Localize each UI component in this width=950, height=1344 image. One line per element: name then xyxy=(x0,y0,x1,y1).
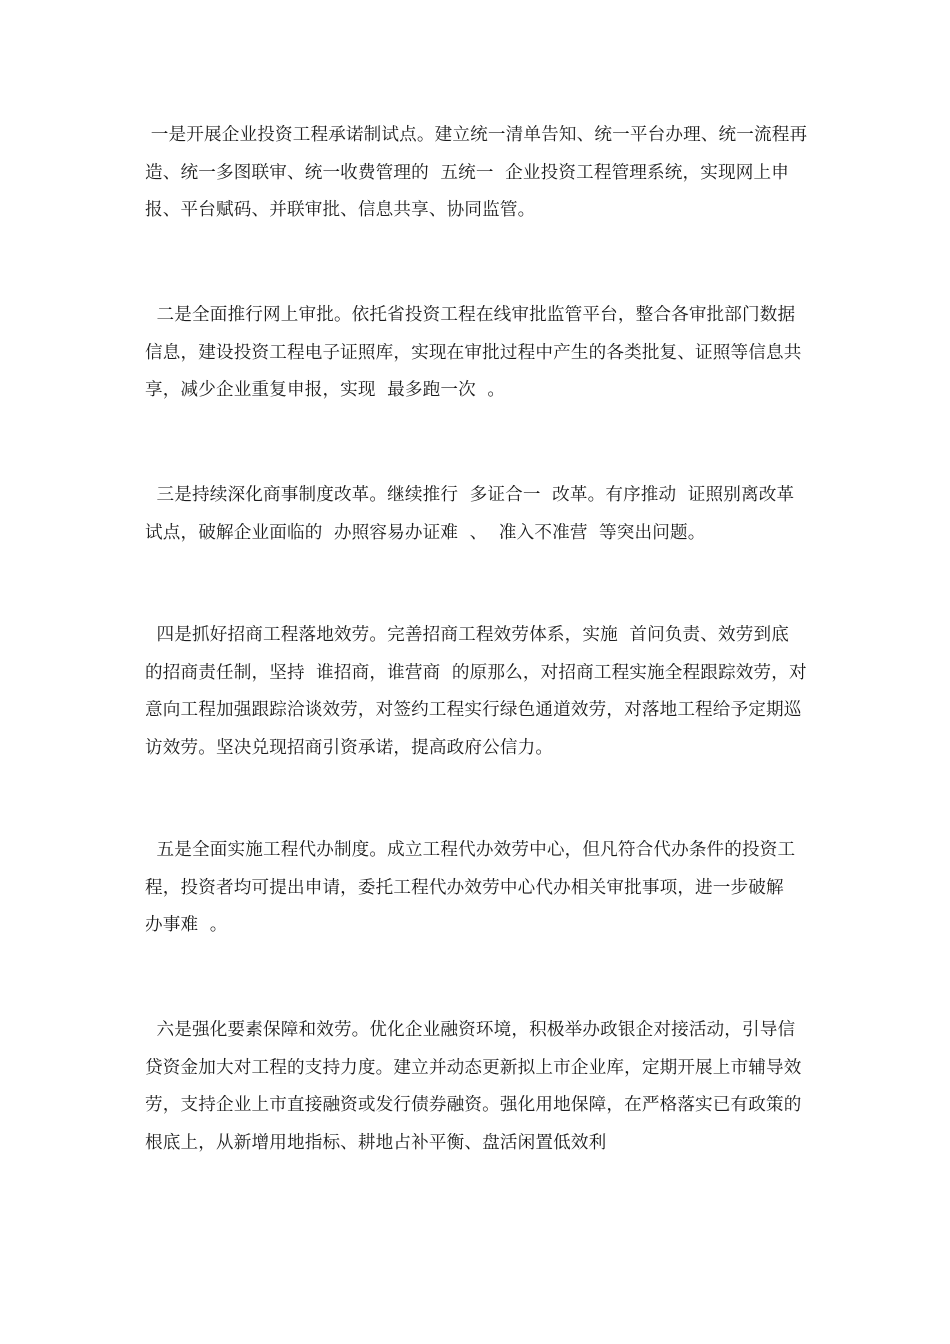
paragraph-3: 三是持续深化商事制度改革。继续推行 多证合一 改革。有序推动 证照别离改革试点，破解企业面临的 办照容易办证难 、 准入不准营 等突出问题。 xyxy=(145,485,795,543)
paragraph-6: 六是强化要素保障和效劳。优化企业融资环境，积极举办政银企对接活动，引导信贷资金加大对工程的支持力度。建立并动态更新拟上市企业库，定期开展上市辅导效劳，支持企业上市直接融资或发行债券融资。强化用地保障，在严格落实已有政策的根底上，从新增用地指标、耕地占补平衡、盘活闲置低效利 xyxy=(145,1020,802,1153)
paragraph-1: 一是开展企业投资工程承诺制试点。建立统一清单告知、统一平台办理、统一流程再造、统一多图联审、统一收费管理的 五统一 企业投资工程管理系统，实现网上申报、平台赋码、并联审批、信息共享、协同监管。 xyxy=(145,125,808,220)
paragraph-5: 五是全面实施工程代办制度。成立工程代办效劳中心，但凡符合代办条件的投资工程，投资者均可提出申请，委托工程代办效劳中心代办相关审批事项，进一步破解 办事难 。 xyxy=(145,840,796,935)
paragraph-4: 四是抓好招商工程落地效劳。完善招商工程效劳体系，实施 首问负责、效劳到底 的招商责任制，坚持 谁招商，谁营商 的原那么，对招商工程实施全程跟踪效劳，对意向工程加强跟踪洽谈效劳，对签约工程实行绿色通道效劳，对落地工程给予定期巡访效劳。坚决兑现招商引资承诺，提高政府公信力。 xyxy=(145,625,807,758)
paragraph-2: 二是全面推行网上审批。依托省投资工程在线审批监管平台，整合各审批部门数据信息，建设投资工程电子证照库，实现在审批过程中产生的各类批复、证照等信息共享，减少企业重复申报，实现 最多跑一次 。 xyxy=(145,305,802,400)
